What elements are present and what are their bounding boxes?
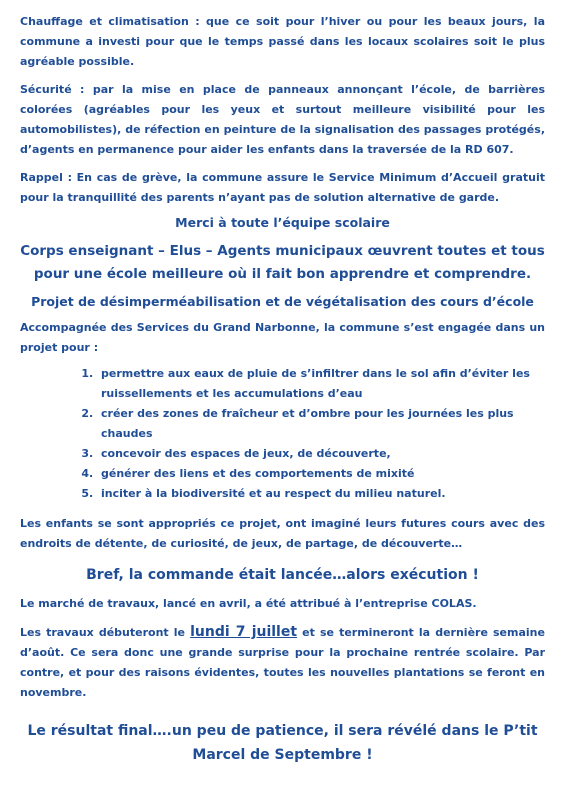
paragraph-chauffage: Chauffage et climatisation : que ce soit pour l’hiver ou pour les beaux jours, la commune a investi pour que le temps passé dans les locaux scolaires soit le plus agréable possible. <box>20 15 545 68</box>
heading-merci: Merci à toute l’équipe scolaire <box>175 215 390 230</box>
list-item: 2. créer des zones de fraîcheur et d’ombre pour les journées les plus chaudes <box>97 404 545 444</box>
projet-list <box>20 364 545 504</box>
travaux-text-before: Les travaux débuteront le <box>20 626 191 639</box>
list-item: 4. générer des liens et des comportements de mixité <box>97 464 545 484</box>
heading-projet: Projet de désimperméabilisation et de végétalisation des cours d’école <box>31 294 534 309</box>
heading-corps: Corps enseignant – Elus – Agents municipaux œuvrent toutes et tous pour une école meilleure où il fait bon apprendre et comprendre. <box>20 243 545 282</box>
heading-bref: Bref, la commande était lancée…alors exécution ! <box>86 567 479 583</box>
list-item: 5. inciter à la biodiversité et au respect du milieu naturel. <box>97 484 545 504</box>
paragraph-projet-intro: Accompagnée des Services du Grand Narbonne, la commune s’est engagée dans un projet pour : <box>20 321 545 354</box>
paragraph-securite: Sécurité : par la mise en place de panneaux annonçant l’école, de barrières colorées (agréables pour les yeux et surtout meilleure visibilité pour les automobilistes), de réfection en peinture de la signalisation des passages protégés, d’agents en permanence pour aider les enfants dans la traversée de la RD 607. <box>20 83 545 156</box>
paragraph-enfants: Les enfants se sont appropriés ce projet, ont imaginé leurs futures cours avec des endroits de détente, de curiosité, de jeux, de partage, de découverte… <box>20 517 545 550</box>
travaux-text-after: et se termineront la dernière semaine d’août. Ce sera donc une grande surprise pour la prochaine rentrée scolaire. Par contre, et pour des raisons évidentes, toutes les nouvelles plantations se feront en novembre. <box>20 626 545 699</box>
list-item: 1. permettre aux eaux de pluie de s’infiltrer dans le sol afin d’éviter les ruissellements et les accumulations d’eau <box>97 364 545 404</box>
paragraph-rappel: Rappel : En cas de grève, la commune assure le Service Minimum d’Accueil gratuit pour la tranquillité des parents n’ayant pas de solution alternative de garde. <box>20 171 545 204</box>
paragraph-marche: Le marché de travaux, lancé en avril, a été attribué à l’entreprise COLAS. <box>20 597 477 610</box>
paragraph-travaux <box>20 622 545 703</box>
heading-final: Le résultat final….un peu de patience, il sera révélé dans le P’tit Marcel de Septembre ! <box>27 723 538 763</box>
list-item: 3. concevoir des espaces de jeux, de découverte, <box>97 444 545 464</box>
travaux-start-date: lundi 7 juillet <box>190 624 298 640</box>
